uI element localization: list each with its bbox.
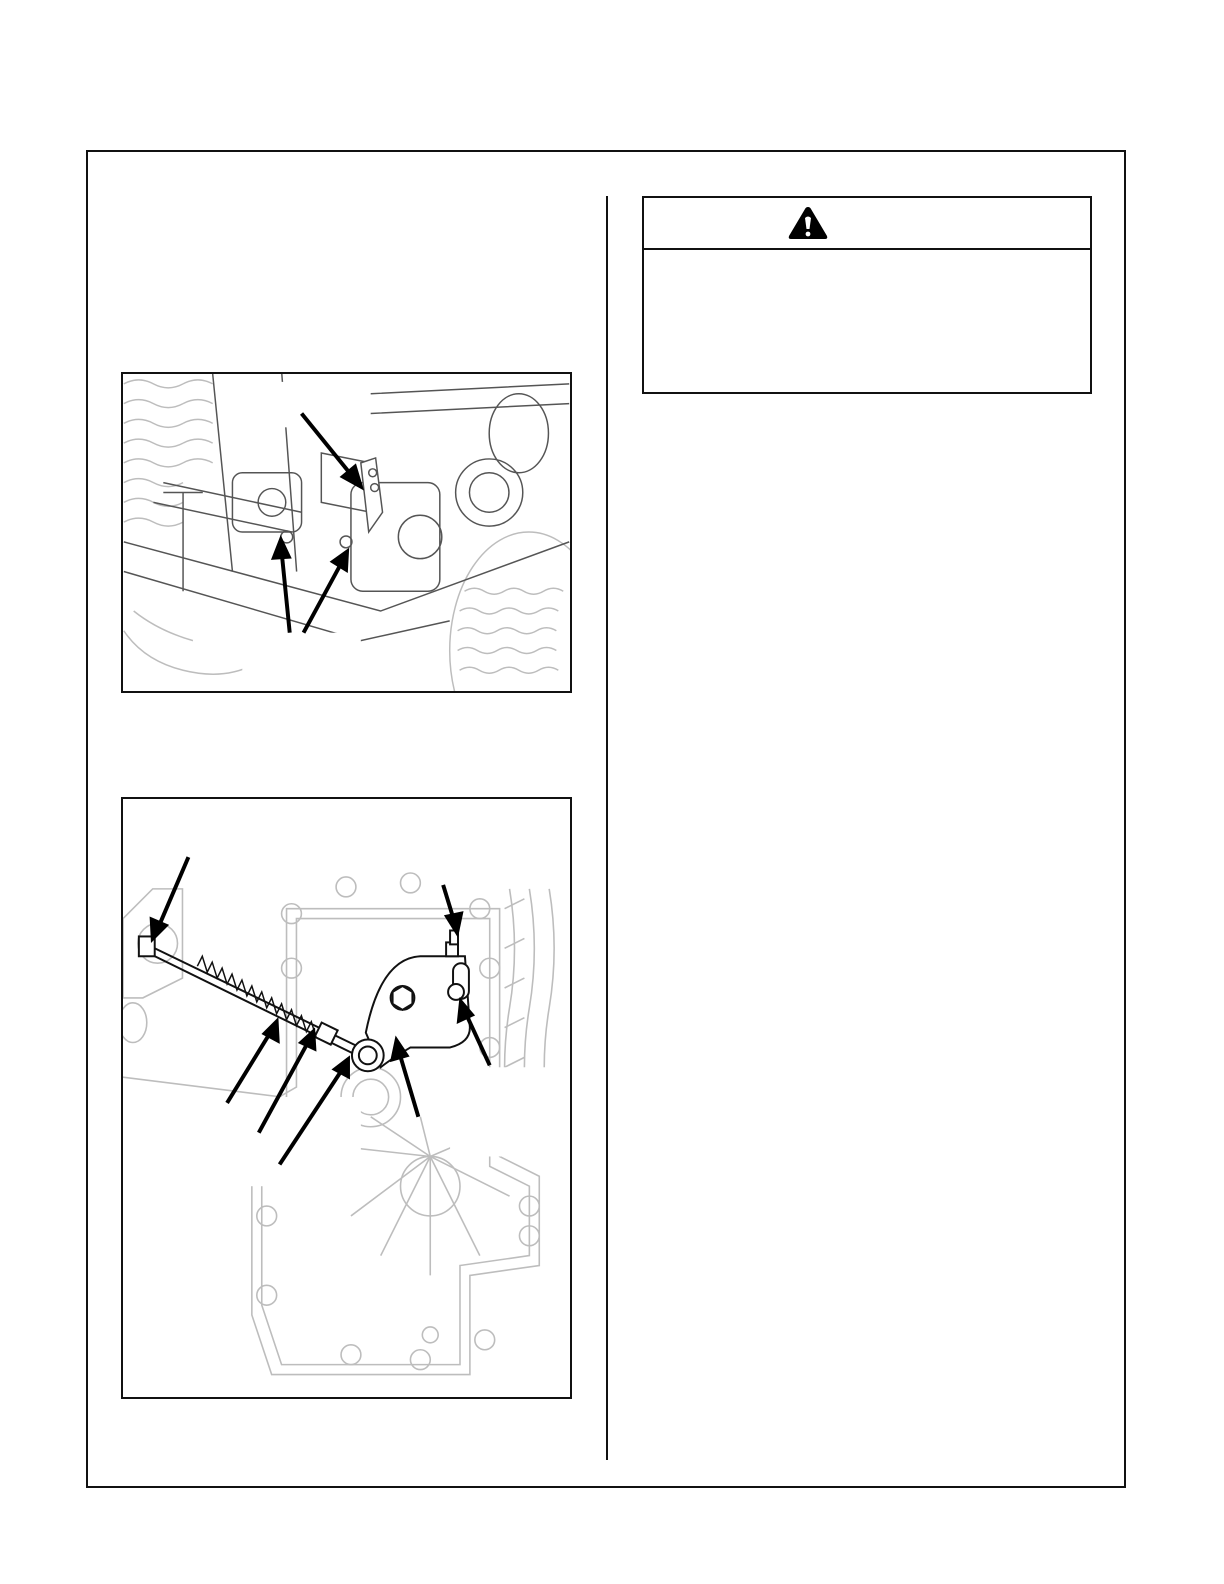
warning-header (644, 198, 1090, 250)
warning-triangle-icon (787, 205, 829, 241)
callout-label-area-bottom (242, 633, 361, 691)
figure-control-rod-diagram (121, 797, 572, 1399)
column-divider (606, 196, 608, 1460)
figure-linkage-photo (121, 372, 572, 693)
callout-label-area-top (232, 382, 358, 427)
callout-label-area-right (450, 1067, 570, 1156)
warning-box (642, 196, 1092, 394)
warning-body (644, 250, 1090, 270)
callout-label-area-left (212, 1097, 361, 1186)
right-tire-tread (450, 532, 570, 691)
